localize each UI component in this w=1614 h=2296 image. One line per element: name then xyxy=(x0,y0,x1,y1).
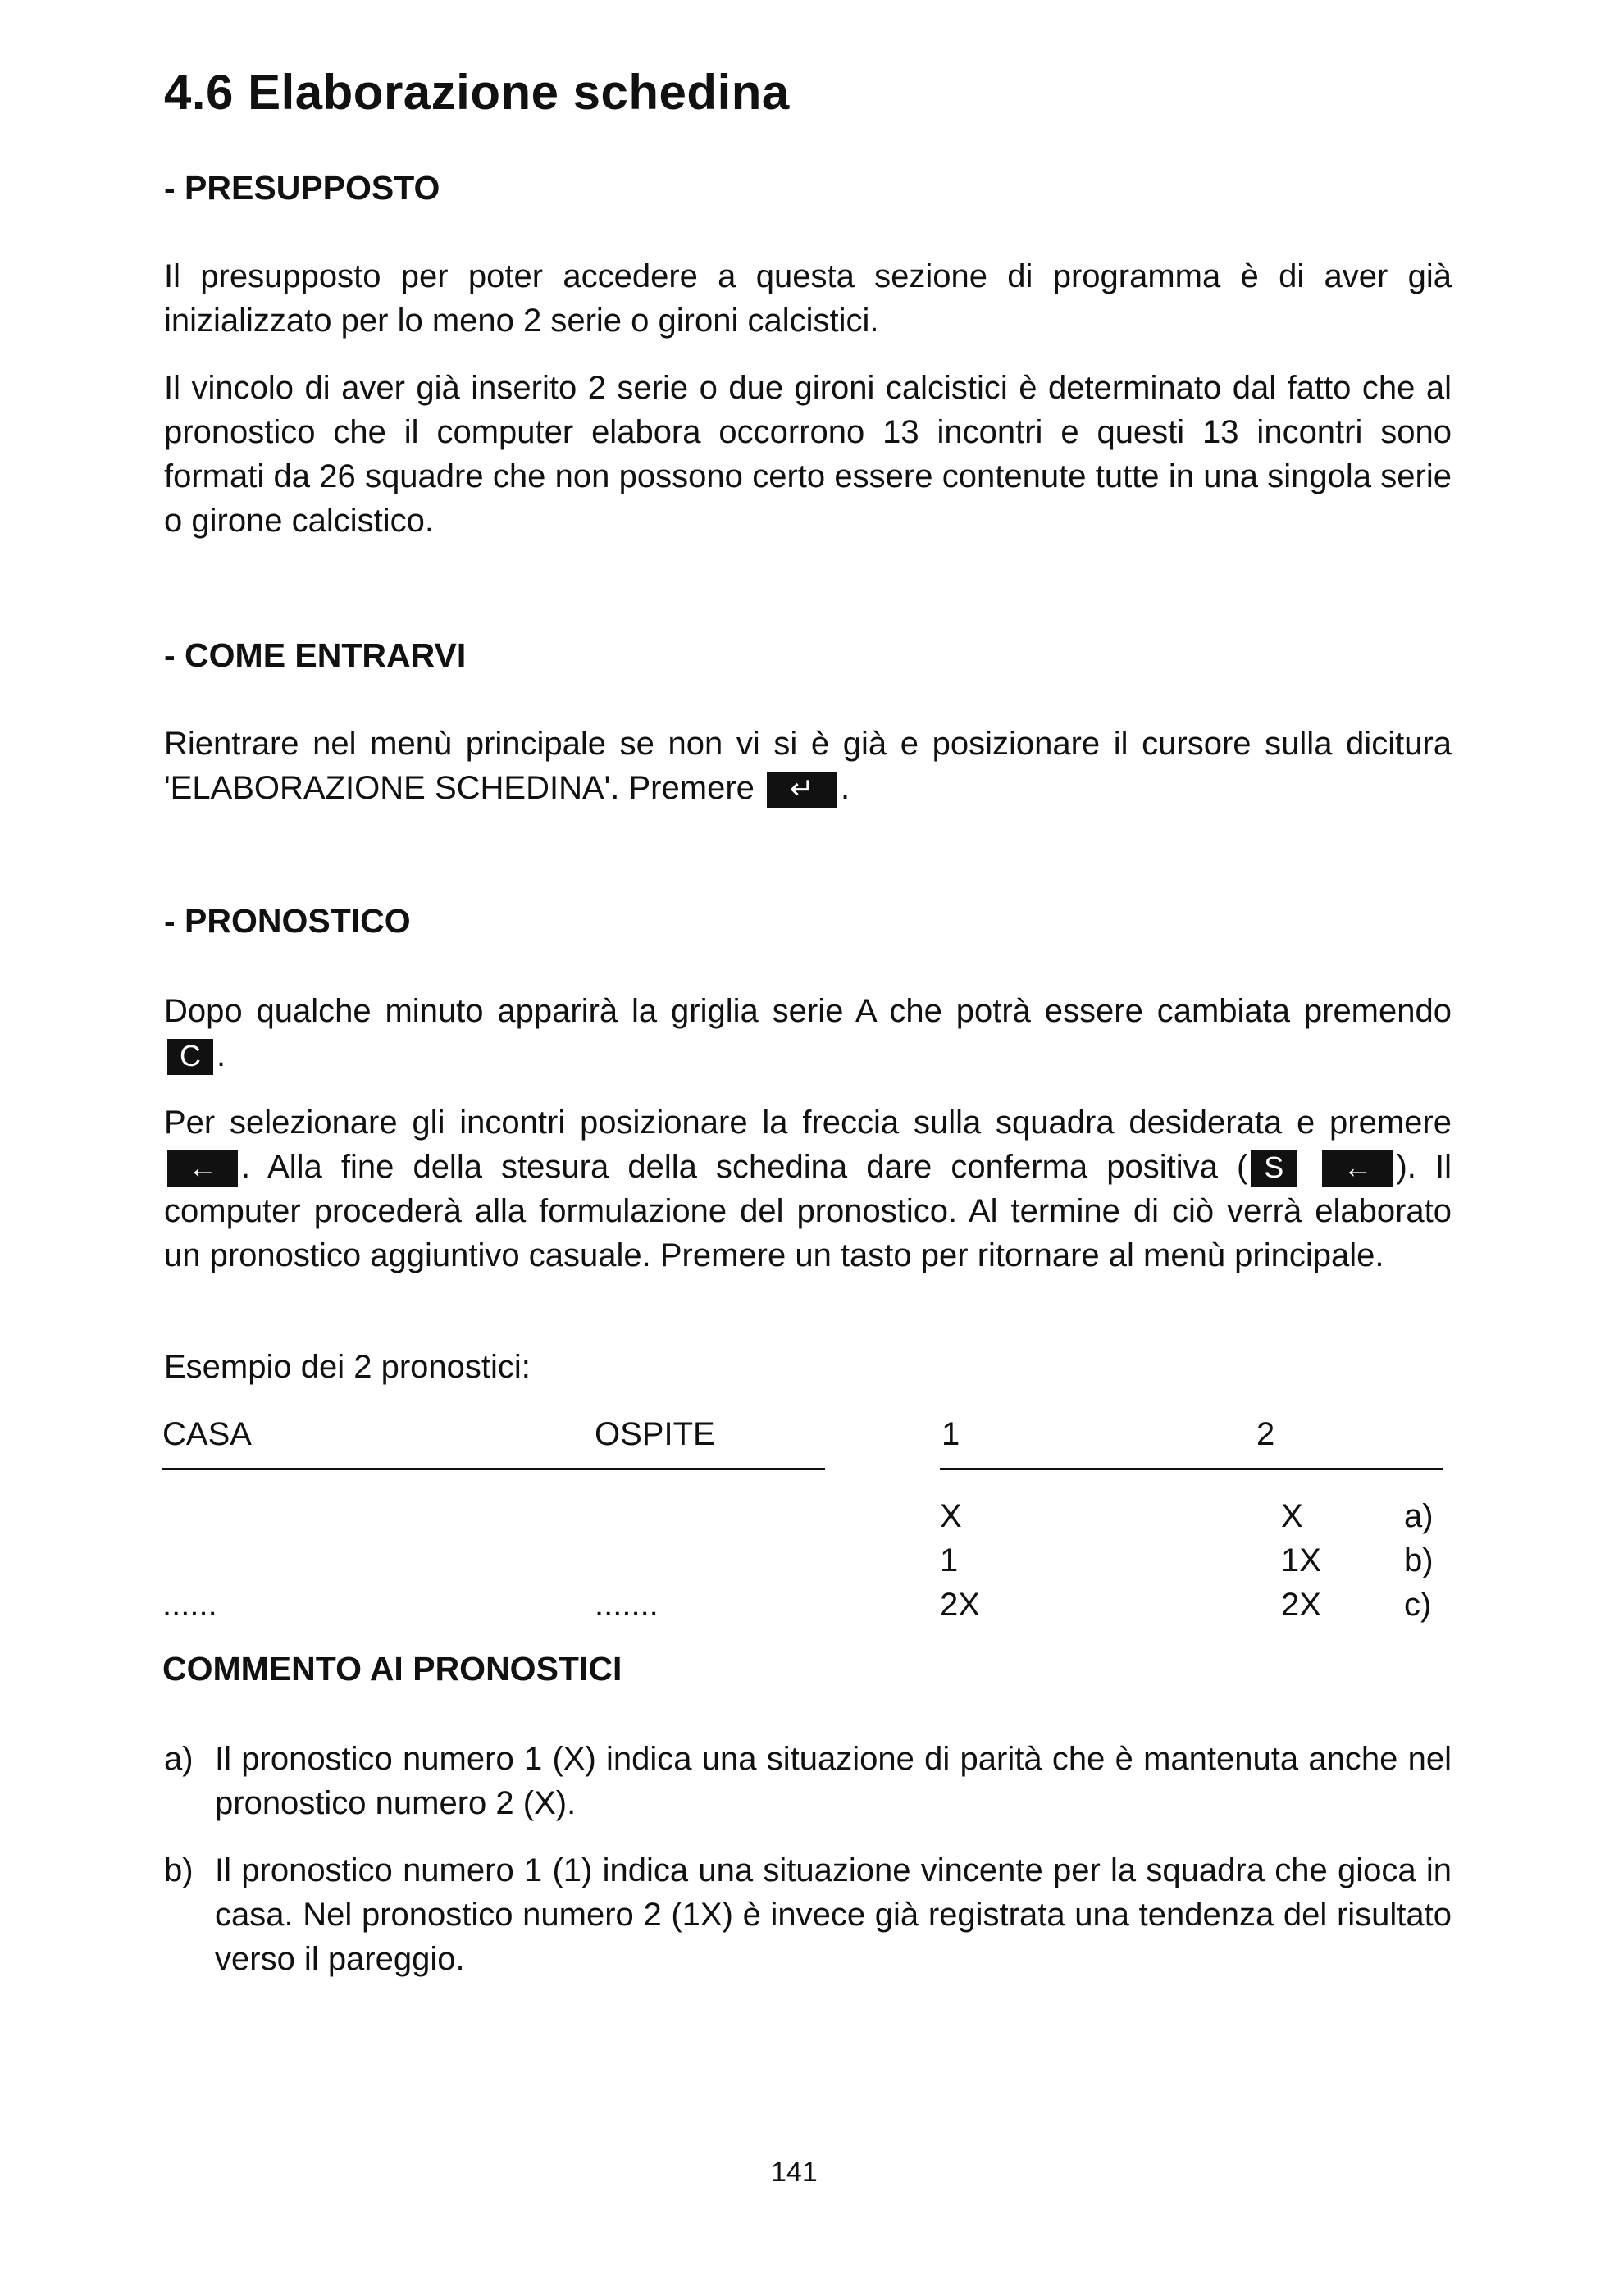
table-row-2-p1: 1 xyxy=(940,1542,959,1578)
table-row-2-note: b) xyxy=(1404,1542,1434,1578)
paragraph-text: Rientrare nel menù principale se non vi si è già e posizionare il cursore sulla dicitura 'ELABORAZIONE SCHEDINA'. Premere xyxy=(164,726,1452,806)
page-title: 4.6 Elaborazione schedina xyxy=(164,65,790,120)
list-marker: a) xyxy=(164,1741,194,1777)
paragraph-presupposto-1: Il presupposto per poter accedere a questa sezione di programma è di aver già inizializzato per lo meno 2 serie o gironi calcistici. xyxy=(164,258,1452,339)
section-heading-pronostico: - PRONOSTICO xyxy=(164,902,411,940)
paragraph-text: Dopo qualche minuto apparirà la griglia serie A che potrà essere cambiata premendo xyxy=(164,993,1452,1029)
section-heading-presupposto: - PRESUPPOSTO xyxy=(164,169,440,207)
page-number: 141 xyxy=(771,2157,818,2188)
table-header-2: 2 xyxy=(1256,1416,1275,1452)
s-key-icon: S xyxy=(1251,1150,1297,1187)
section-heading-commento: COMMENTO AI PRONOSTICI xyxy=(162,1650,622,1688)
table-row-2-p2: 1X xyxy=(1281,1542,1321,1578)
section-heading-come-entrarvi: - COME ENTRARVI xyxy=(164,636,467,674)
paragraph-text-end: . xyxy=(217,1037,226,1073)
list-item xyxy=(164,1737,1452,1825)
list-marker: b) xyxy=(164,1852,194,1888)
table-row-1-p1: X xyxy=(940,1498,962,1534)
table-row-3-ospite: ....... xyxy=(595,1587,659,1623)
list-item-text: Il pronostico numero 1 (X) indica una situazione di parità che è mantenuta anche nel pronostico numero 2 (X). xyxy=(215,1741,1452,1821)
table-header-ospite: OSPITE xyxy=(595,1416,715,1452)
arrow-key-icon: ← xyxy=(167,1150,238,1187)
arrow-key-icon-2: ← xyxy=(1322,1150,1393,1187)
table-header-casa: CASA xyxy=(162,1416,252,1452)
table-row-1-p2: X xyxy=(1281,1498,1303,1534)
paragraph-text-2: . Alla fine della stesura della schedina dare conferma positiva ( xyxy=(241,1149,1248,1185)
enter-key-icon: ↵ xyxy=(767,772,837,808)
paragraph-presupposto-2: Il vincolo di aver già inserito 2 serie o due gironi calcistici è determinato dal fatto che al pronostico che il computer elabora occorrono 13 incontri e questi 13 incontri sono formati da 26 squadre che non possono certo essere contenute tutte in una singola serie o girone calcistico. xyxy=(164,370,1452,539)
table-row-3-note: c) xyxy=(1404,1587,1432,1623)
table-row-3-casa: ...... xyxy=(162,1587,217,1623)
list-item-text: Il pronostico numero 1 (1) indica una situazione vincente per la squadra che gioca in casa. Nel pronostico numero 2 (1X) è invece già registrata una tendenza del risultato verso il pareggio. xyxy=(215,1852,1452,1977)
table-divider-left xyxy=(162,1468,825,1470)
list-item xyxy=(164,1848,1452,1981)
paragraph-come-entrarvi xyxy=(164,722,1452,810)
table-row-3-p1: 2X xyxy=(940,1587,980,1623)
table-header-1: 1 xyxy=(942,1416,960,1452)
paragraph-text-end: . xyxy=(841,770,850,806)
table-divider-right xyxy=(940,1468,1443,1470)
paragraph-pronostico-3: Esempio dei 2 pronostici: xyxy=(164,1349,531,1385)
paragraph-pronostico-2 xyxy=(164,1100,1452,1278)
paragraph-text-3: ). Il computer procederà alla formulazione del pronostico. Al termine di ciò verrà elaborato un pronostico aggiuntivo casuale. Premere un tasto per ritornare al menù principale. xyxy=(164,1149,1452,1273)
c-key-icon: C xyxy=(167,1039,213,1075)
paragraph-pronostico-1 xyxy=(164,989,1452,1077)
table-row-1-note: a) xyxy=(1404,1498,1434,1534)
table-row-3-p2: 2X xyxy=(1281,1587,1321,1623)
paragraph-text-1: Per selezionare gli incontri posizionare la freccia sulla squadra desiderata e premere xyxy=(164,1105,1452,1141)
